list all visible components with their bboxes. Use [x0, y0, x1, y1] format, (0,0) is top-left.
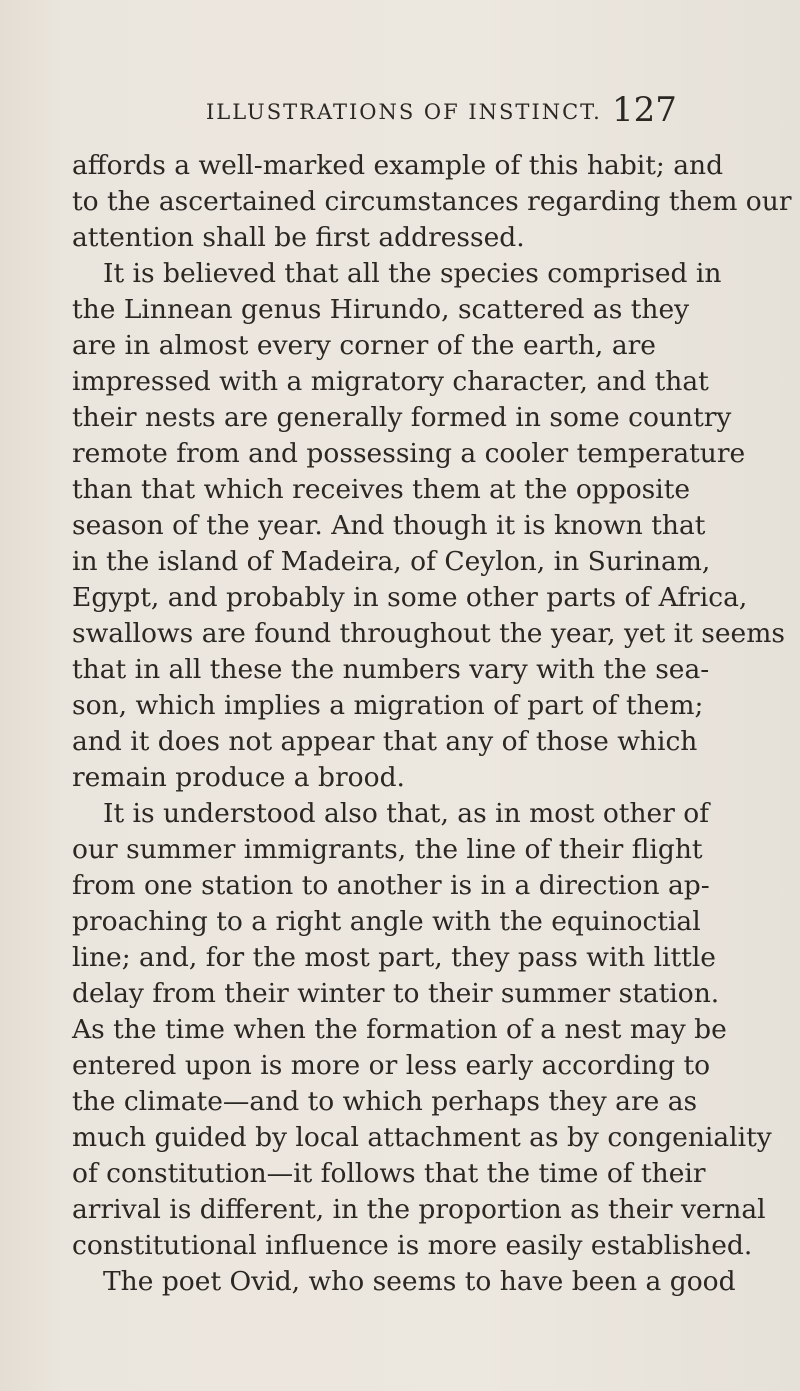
text-line: line; and, for the most part, they pass with little: [72, 942, 716, 973]
text-line: Egypt, and probably in some other parts of Africa,: [72, 582, 748, 613]
text-line: remain produce a brood.: [72, 762, 405, 793]
text-line: affords a well-marked example of this habit; and: [72, 150, 724, 181]
text-line: remote from and possessing a cooler temperature: [72, 438, 746, 469]
text-line: the Linnean genus Hirundo, scattered as they: [72, 294, 690, 325]
page-number: 127: [612, 90, 677, 130]
text-line: much guided by local attachment as by congeniality: [72, 1122, 772, 1153]
text-line: arrival is different, in the proportion as their vernal: [72, 1194, 766, 1225]
text-line: swallows are found throughout the year, yet it seems: [72, 618, 785, 649]
paragraph-first-line: The poet Ovid, who seems to have been a good: [103, 1266, 736, 1297]
text-line: to the ascertained circumstances regarding them our: [72, 186, 792, 217]
text-line: entered upon is more or less early according to: [72, 1050, 711, 1081]
paragraph-first-line: It is believed that all the species comprised in: [103, 258, 722, 289]
text-line: impressed with a migratory character, and that: [72, 366, 709, 397]
text-line: are in almost every corner of the earth, are: [72, 330, 656, 361]
text-line: that in all these the numbers vary with the sea-: [72, 654, 710, 685]
paragraph-first-line: It is understood also that, as in most other of: [103, 798, 710, 829]
text-line: season of the year. And though it is known that: [72, 510, 706, 541]
text-line: than that which receives them at the opposite: [72, 474, 691, 505]
text-line: delay from their winter to their summer station.: [72, 978, 720, 1009]
text-line: and it does not appear that any of those which: [72, 726, 698, 757]
text-line: son, which implies a migration of part of them;: [72, 690, 704, 721]
running-title: ILLUSTRATIONS OF INSTINCT.: [206, 100, 602, 124]
text-line: our summer immigrants, the line of their flight: [72, 834, 703, 865]
text-line: of constitution—it follows that the time of their: [72, 1158, 706, 1189]
text-line: in the island of Madeira, of Ceylon, in Surinam,: [72, 546, 711, 577]
text-line: proaching to a right angle with the equinoctial: [72, 906, 701, 937]
text-line: from one station to another is in a direction ap-: [72, 870, 710, 901]
text-line: As the time when the formation of a nest may be: [72, 1014, 727, 1045]
text-line: attention shall be first addressed.: [72, 222, 525, 253]
text-line: their nests are generally formed in some country: [72, 402, 732, 433]
page-header: [0, 90, 800, 136]
text-line: the climate—and to which perhaps they are as: [72, 1086, 698, 1117]
text-line: constitutional influence is more easily established.: [72, 1230, 753, 1261]
